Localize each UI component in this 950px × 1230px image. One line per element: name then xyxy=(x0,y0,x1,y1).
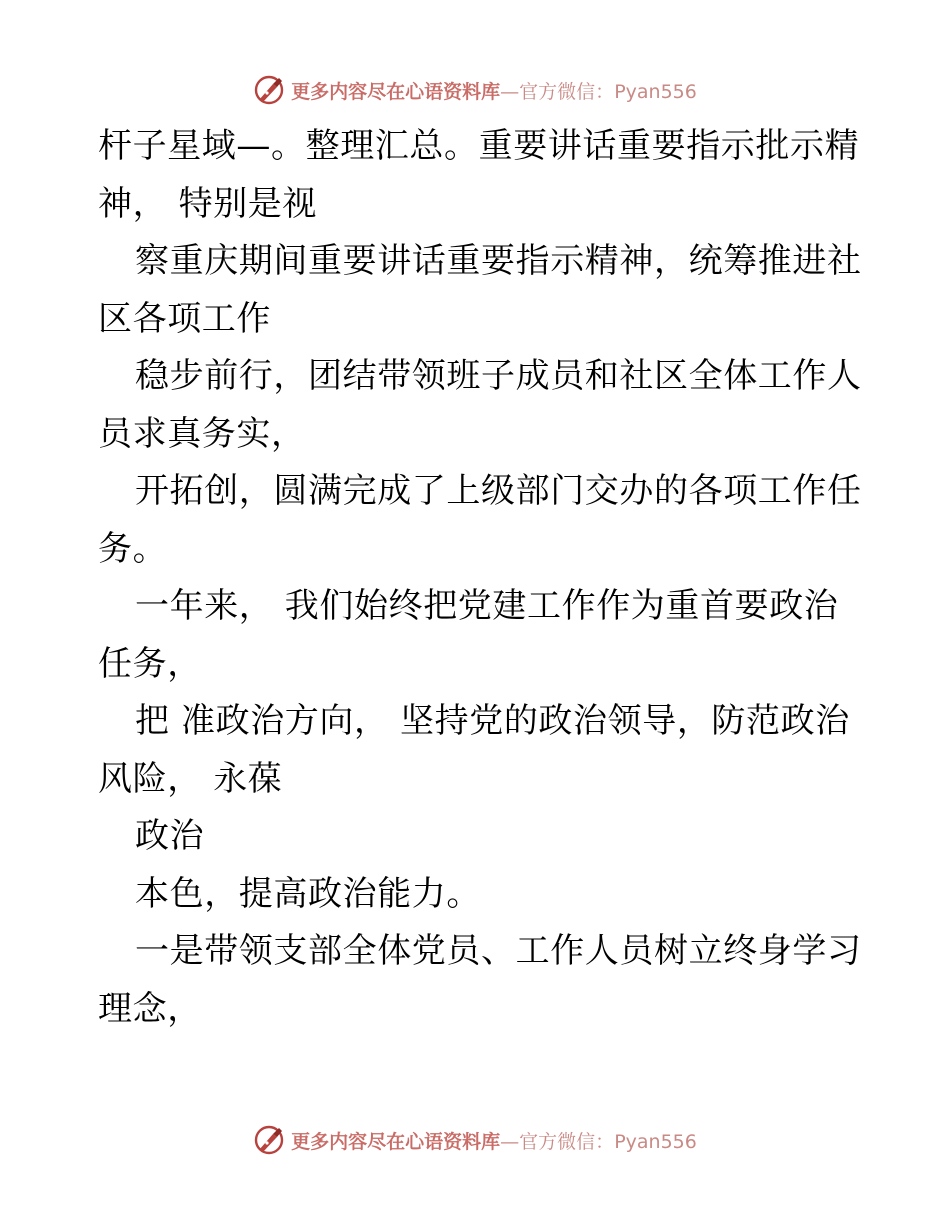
header-wechat-label: —官方微信： xyxy=(500,80,615,103)
body-line: 务。 xyxy=(98,528,168,569)
body-line: 风险， 永葆 xyxy=(98,758,283,799)
header-site-text: 更多内容尽在心语资料库 xyxy=(291,80,501,103)
document-body xyxy=(98,118,862,1038)
header-text xyxy=(291,77,697,104)
body-line: 任务， xyxy=(98,643,202,684)
footer-wechat-id: Pyan556 xyxy=(614,1130,697,1153)
body-line: 理念， xyxy=(98,988,202,1029)
footer-wechat-label: —官方微信： xyxy=(500,1130,615,1153)
footer-text xyxy=(291,1127,697,1154)
footer-banner xyxy=(0,1120,950,1160)
body-line: 员求真务实， xyxy=(98,413,306,454)
body-line: 把 准政治方向， 坚持党的政治领导，防范政治 xyxy=(135,701,850,741)
header-banner xyxy=(0,70,950,110)
body-line: 本色，提高政治能力。 xyxy=(135,873,481,914)
pen-logo-icon xyxy=(253,1124,285,1156)
body-line: 区各项工作 xyxy=(98,298,271,339)
body-line: 一是带领支部全体党员、工作人员树立终身学习 xyxy=(135,931,862,971)
body-line: 察重庆期间重要讲话重要指示精神，统筹推进社 xyxy=(135,241,862,281)
body-line: 一年来， 我们始终把党建工作作为重首要政治 xyxy=(135,586,839,626)
body-line: 杆子星域—。整理汇总。重要讲话重要指示批示精 xyxy=(98,126,860,166)
body-line: 神， 特别是视 xyxy=(98,183,318,224)
body-line: 政治 xyxy=(135,816,205,856)
footer-site-text: 更多内容尽在心语资料库 xyxy=(291,1130,501,1153)
header-wechat-id: Pyan556 xyxy=(614,80,697,103)
body-line: 稳步前行，团结带领班子成员和社区全体工作人 xyxy=(135,356,862,396)
pen-logo-icon xyxy=(253,74,285,106)
body-line: 开拓创，圆满完成了上级部门交办的各项工作任 xyxy=(135,471,862,511)
